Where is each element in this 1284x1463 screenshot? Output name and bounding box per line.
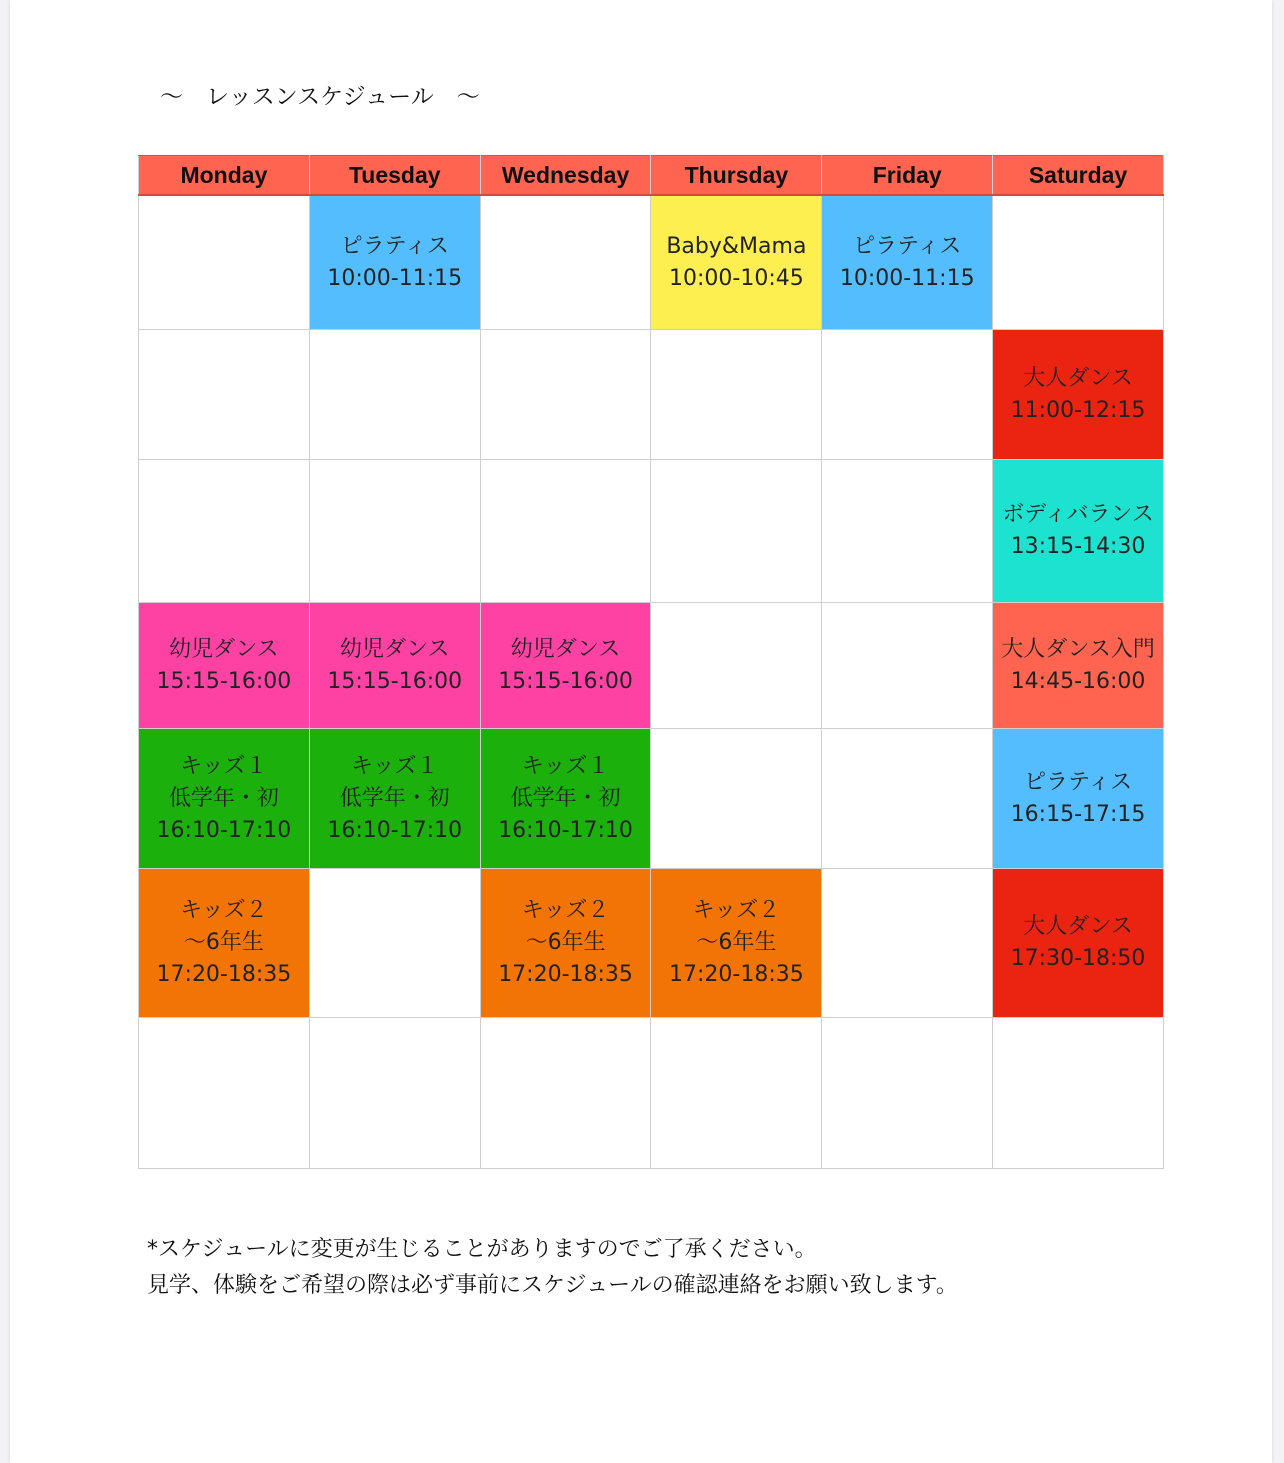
lesson-time: 10:00-10:45 (669, 265, 804, 291)
lesson-info (993, 363, 1163, 427)
empty-cell-thursday (651, 330, 822, 460)
lesson-name: 低学年・初 (510, 785, 621, 811)
day-header-saturday: Saturday (993, 156, 1164, 196)
empty-cell-thursday (651, 729, 822, 869)
lesson-time: 16:10-17:10 (156, 817, 292, 843)
lesson-cell-monday (139, 869, 310, 1018)
lesson-info (993, 634, 1163, 698)
lesson-info (481, 634, 651, 698)
lesson-time: 16:10-17:10 (498, 817, 633, 843)
empty-cell-thursday (651, 460, 822, 603)
lesson-cell-saturday (993, 869, 1164, 1018)
lesson-name: ピラティス (1023, 769, 1133, 795)
empty-cell-monday (139, 460, 310, 603)
lesson-info (822, 231, 992, 295)
lesson-time: 15:15-16:00 (498, 668, 633, 694)
day-header-thursday: Thursday (651, 156, 822, 196)
empty-cell-friday (822, 729, 993, 869)
lesson-time: 10:00-11:15 (327, 265, 463, 291)
lesson-info (310, 634, 480, 698)
lesson-time: 17:30-18:50 (1010, 946, 1146, 971)
lesson-cell-thursday (651, 195, 822, 330)
lesson-name: キッズ２ (180, 898, 268, 923)
lesson-cell-tuesday (309, 195, 480, 330)
empty-cell-friday (822, 330, 993, 460)
lesson-info (310, 751, 480, 847)
lesson-name: 大人ダンス (1023, 365, 1133, 391)
lesson-info (139, 895, 309, 991)
schedule-notes (147, 1232, 958, 1304)
day-header-wednesday: Wednesday (480, 156, 651, 196)
note-line: 見学、体験をご希望の際は必ず事前にスケジュールの確認連絡をお願い致します。 (147, 1273, 958, 1298)
empty-cell-tuesday (309, 460, 480, 603)
lesson-name: 幼児ダンス (339, 636, 450, 662)
schedule-row (139, 1018, 1164, 1169)
lesson-name: 〜6年生 (183, 930, 264, 955)
lesson-name: 幼児ダンス (510, 636, 621, 662)
lesson-cell-saturday (993, 330, 1164, 460)
lesson-time: 15:15-16:00 (156, 668, 292, 694)
schedule-row (139, 729, 1164, 869)
empty-cell-saturday (993, 1018, 1164, 1169)
lesson-time: 10:00-11:15 (839, 265, 975, 291)
schedule-title: 〜 レッスンスケジュール 〜 (160, 84, 480, 110)
lesson-cell-wednesday (480, 603, 651, 729)
lesson-cell-saturday (993, 603, 1164, 729)
lesson-name: 〜6年生 (696, 930, 777, 955)
lesson-name: 低学年・初 (339, 785, 450, 811)
lesson-name: ピラティス (340, 233, 449, 259)
lesson-info (139, 751, 309, 847)
schedule-row (139, 869, 1164, 1018)
empty-cell-wednesday (480, 330, 651, 460)
lesson-time: 17:20-18:35 (156, 962, 292, 987)
lesson-info (651, 895, 821, 991)
lesson-cell-tuesday (309, 729, 480, 869)
lesson-name: キッズ２ (521, 898, 610, 923)
lesson-info (993, 767, 1163, 831)
lesson-name: 低学年・初 (168, 785, 279, 811)
lesson-time: 14:45-16:00 (1010, 668, 1146, 694)
lesson-cell-monday (139, 603, 310, 729)
lesson-info (993, 911, 1163, 975)
lesson-info (651, 231, 821, 295)
empty-cell-friday (822, 869, 993, 1018)
lesson-time: 17:20-18:35 (498, 962, 633, 987)
lesson-name: 大人ダンス (1023, 914, 1133, 939)
day-header-monday: Monday (139, 156, 310, 196)
lesson-time: 15:15-16:00 (327, 668, 463, 694)
lesson-name: ボディバランス (1002, 502, 1154, 527)
empty-cell-wednesday (480, 460, 651, 603)
lesson-info (139, 634, 309, 698)
lesson-name: ピラティス (853, 233, 962, 259)
day-header-row (139, 156, 1164, 196)
lesson-cell-thursday (651, 869, 822, 1018)
lesson-cell-monday (139, 729, 310, 869)
lesson-info (993, 499, 1163, 563)
lesson-time: 17:20-18:35 (669, 962, 804, 987)
empty-cell-saturday (993, 195, 1164, 330)
lesson-info (310, 231, 480, 295)
schedule-body (139, 195, 1164, 1169)
lesson-cell-saturday (993, 460, 1164, 603)
schedule-row (139, 460, 1164, 603)
lesson-time: 16:10-17:10 (327, 817, 463, 843)
note-line: *スケジュールに変更が生じることがありますのでご了承ください。 (147, 1237, 817, 1262)
empty-cell-tuesday (309, 869, 480, 1018)
lesson-time: 13:15-14:30 (1010, 534, 1146, 559)
empty-cell-friday (822, 1018, 993, 1169)
lesson-name: 幼児ダンス (169, 636, 279, 662)
lesson-time: 11:00-12:15 (1010, 397, 1146, 423)
empty-cell-thursday (651, 603, 822, 729)
empty-cell-monday (139, 195, 310, 330)
lesson-name: キッズ２ (692, 898, 781, 923)
empty-cell-monday (139, 1018, 310, 1169)
empty-cell-friday (822, 603, 993, 729)
document-page (10, 0, 1272, 1463)
schedule-row (139, 330, 1164, 460)
schedule-row (139, 195, 1164, 330)
schedule-row (139, 603, 1164, 729)
empty-cell-wednesday (480, 1018, 651, 1169)
lesson-name: 〜6年生 (525, 930, 606, 955)
lesson-cell-tuesday (309, 603, 480, 729)
lesson-name: Baby&Mama (666, 233, 807, 259)
empty-cell-friday (822, 460, 993, 603)
lesson-cell-wednesday (480, 729, 651, 869)
schedule-table (138, 155, 1164, 1169)
lesson-name: キッズ１ (350, 753, 439, 779)
lesson-name: キッズ１ (180, 753, 268, 779)
empty-cell-tuesday (309, 1018, 480, 1169)
lesson-cell-saturday (993, 729, 1164, 869)
day-header-friday: Friday (822, 156, 993, 196)
day-header-tuesday: Tuesday (309, 156, 480, 196)
lesson-cell-wednesday (480, 869, 651, 1018)
empty-cell-thursday (651, 1018, 822, 1169)
empty-cell-tuesday (309, 330, 480, 460)
lesson-cell-friday (822, 195, 993, 330)
lesson-name: キッズ１ (521, 753, 610, 779)
empty-cell-wednesday (480, 195, 651, 330)
lesson-info (481, 751, 651, 847)
lesson-info (481, 895, 651, 991)
lesson-time: 16:15-17:15 (1010, 801, 1146, 827)
lesson-name: 大人ダンス入門 (1001, 636, 1155, 662)
empty-cell-monday (139, 330, 310, 460)
